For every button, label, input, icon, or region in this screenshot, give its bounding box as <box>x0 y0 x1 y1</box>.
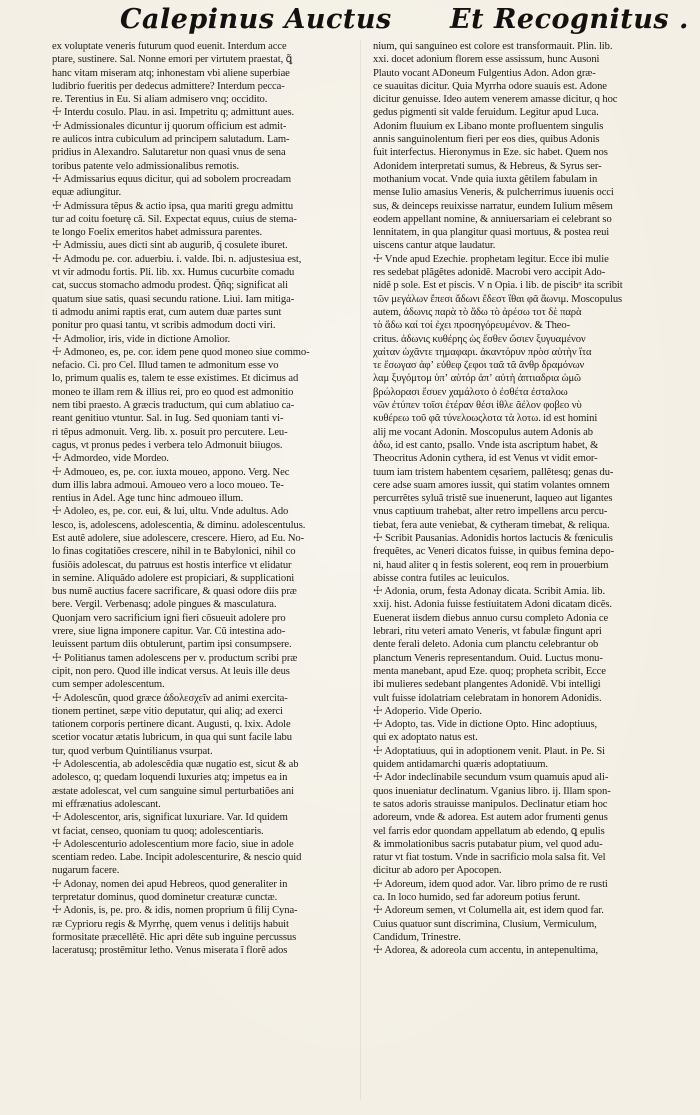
text-line: ☩ Admoueo, es, pe. cor. iuxta moueo, appono. Verg. Nec <box>52 466 290 478</box>
text-line: vnus captiuum trahebat, alter retro impellens arcu percu- <box>373 506 608 518</box>
text-line: adoreum, vnde & adorea. Est autem ador frumenti genus <box>373 812 608 824</box>
text-line: ibi mulieres sedebant plangentes Adonidẽ. Vbi intelligi <box>373 679 601 691</box>
text-line: quidem antidamarchi quæris adoptatiuum. <box>373 759 548 771</box>
text-line: bere. Vergil. Verbenasq; adole pingues & masculatura. <box>52 599 277 611</box>
text-line: ☩ Vnde apud Ezechie. prophetam legitur. Ecce ibi mulie <box>373 253 609 265</box>
text-line: ☩ Adoreum, idem quod ador. Var. libro primo de re rusti <box>373 878 608 890</box>
text-line: rentius in Adel. Age tunc hinc admoueo illum. <box>52 493 244 505</box>
text-line: planctum Veneris representandum. Ouid. Luctus monu- <box>373 652 603 664</box>
text-line: κυθέρεω τοῦ φᾶ τύνελοωςλοτα τὰ λοτω. id est homini <box>373 413 598 425</box>
text-line: cat, succus stomacho admodu prodest. Q̃ñq; significat ali <box>52 280 288 292</box>
text-line: Adonim fluuium ex Libano monte profluentem singulis <box>373 120 604 132</box>
text-line: lo finas cogitatiões crescere, nihil in te Babylonici, nihil co <box>52 546 296 558</box>
text-line: scetior vocatur ætatis lubricum, in qua qui sunt facile labu <box>52 732 292 744</box>
text-line: Candidum, Trinestre. <box>373 931 461 943</box>
text-line: quos inueniatur declinatum. Vganius libro. ij. Illam spon- <box>373 785 611 797</box>
text-line: quatum siue satis, quasi secundu ratione. Liui. Iam mitiga- <box>52 293 295 305</box>
text-line: χαίταν ὡχᾶντε τημαφαρι. ἀκαντόρυν πρὸσ αὐτὴν ἴτα <box>373 346 592 358</box>
text-line: cere adse suam amores iussit, qui statim volantes omnem <box>373 479 610 491</box>
text-line: annis sanguinolentum fieri per eos dies, quibus Adonis <box>373 134 600 146</box>
text-line: eodem appellant nomine, & anniuersariam ei celebrant so <box>373 213 612 225</box>
text-line: nem tibi praesto. A græcis traductum, qui cum ablatiuo ca- <box>52 400 295 412</box>
text-line: ☩ Admissarius equus dicitur, qui ad sobolem procreadam <box>52 173 292 185</box>
text-line: Plauto vocant ADoneum Fulgentius Adon. Adon græ- <box>373 67 596 79</box>
text-line: te satos adoris strauisse manipulos. Declinatur etiam hoc <box>373 798 608 810</box>
text-line: tiebat, fera aute veniebat, & cytheram timebat, & reliqua. <box>373 519 610 531</box>
text-line: ri tẽpus admonuit. Verg. lib. x. posuit pro percutere. Leu- <box>52 426 288 438</box>
text-line: Adonidem interpretati sumus, & Hebreus, & Syrus ser- <box>373 160 602 172</box>
text-line: equæ adiungitur. <box>52 187 122 199</box>
text-line: frequẽtes, ac Veneri dicatos fuisse, in quibus femina depo- <box>373 546 615 558</box>
text-line: fusiõis adolescat, du patruus est hostis interfice vt elidatur <box>52 559 292 571</box>
text-line: cipit, non pero. Quod ille indicat versus. At leuis ille deus <box>52 665 290 677</box>
text-line: xxi. docet adonium florem esse assissum, hunc Ausoni <box>373 54 600 66</box>
text-line: uiscens cantur atque laudatur. <box>373 240 496 252</box>
text-line: τὸ ἅδω καί τοί ἐχει προσηγόρευμένον. & Theo- <box>373 320 571 332</box>
text-line: τῶν μεγάλων ἔπεσι ἄδωνι ἔδεστ ἵθαι φᾶ ἄωνιμ. Moscopulus <box>373 293 623 305</box>
text-line: ☩ Admodu pe. cor. aduerbiu. i. valde. Ibi. n. adjustesiua est, <box>52 253 302 265</box>
text-line: adolesco, q; quedam loquendi luxuries atq; impetus ea in <box>52 772 288 784</box>
text-line: ☩ Adolescentia, ab adolescẽdia quæ nugatio est, sicut & ab <box>52 759 299 771</box>
text-line: terpretatur dominus, quod dominetur creaturæ cunctæ. <box>52 892 278 903</box>
text-line: re. Terentius in Eu. Si aliam admisero vnq; occidito. <box>52 94 268 106</box>
text-line: cagus, vt pronus pedes i verbera telo Admonuit biiugos. <box>52 439 283 451</box>
text-line: ☩ Admolior, iris, vide in dictione Amolior. <box>52 333 231 345</box>
text-line: ☩ Admordeo, vide Mordeo. <box>52 453 169 465</box>
text-line: ☩ Adoperio. Vide Operio. <box>373 705 482 717</box>
text-line: te longo Foelix emeritos habet admissura parentes. <box>52 227 263 239</box>
text-line: mense Iulio amasius Veneris, & pulcherrimus iuuenis occi <box>373 187 614 199</box>
text-line: ☩ Adopto, tas. Vide in dictione Opto. Hinc adoptiuus, <box>373 719 598 731</box>
text-line: ☩ Adolescũn, quod græce ἀδολεσχεῖν ad animi exercita- <box>52 692 288 704</box>
text-line: leuissent partum diis obtulerunt, partim ipsi consumpsere. <box>52 639 292 651</box>
text-line: qui ex adoptato natus est. <box>373 732 478 744</box>
text-line: ptare, sustinere. Sal. Nonne emori per virtutem praestat, ꝗ̃ <box>52 54 293 66</box>
text-line: ludibrio fueritis per dedecus admittere? Interdum pecca- <box>52 80 285 92</box>
text-line: Cuius quatuor sunt discrimina, Clusium, Vermiculum, <box>373 918 597 930</box>
text-line: scentiam redeo. Labe. Incipit adolescenturire, & nescio quid <box>52 852 302 864</box>
text-line: Est autẽ adolere, siue adolescere, crescere. Hiero, ad Eu. No- <box>52 532 305 544</box>
left-text-column <box>52 40 352 957</box>
text-line: νῶν ἐτύπεν τοῖσι ἐτέραν θέσι ἰθλε ᾶἐλον φοβεο νὺ <box>373 400 582 412</box>
text-line: bus numẽ auctius facere sacrificare, & quasi odore diis præ <box>52 586 297 598</box>
text-line: vrere, siue ligna imponere capitur. Var. Cũ intestina ado- <box>52 626 286 638</box>
text-line: ☩ Politianus tamen adolescens per v. productum scribi præ <box>52 652 298 664</box>
text-line: xxij. hist. Adonia fuisse festiuitatem Adoni dicatam dicẽs. <box>373 599 612 611</box>
header-title-right: Et Recognitus . <box>450 4 689 35</box>
text-line: ☩ Ador indeclinabile secundum vsum quamuis apud ali- <box>373 772 609 784</box>
text-line: vt vir admodu fortis. Pli. lib. xx. Humus cucurbite comadu <box>52 267 295 279</box>
text-line: ponitur pro quasi tantu, vt scribis admodum docti viri. <box>52 320 276 332</box>
text-line: nugarum facere. <box>52 865 120 877</box>
text-line: ☩ Interdu cosulo. Plau. in asi. Impetritu q; admittunt aues. <box>52 107 295 119</box>
text-line: ☩ Adoleo, es, pe. cor. eui, & lui, ultu. Vnde adultus. Ado <box>52 506 289 518</box>
text-line: percurrẽtes syluã tristẽ sue inuenerunt, laqueo aut ligantes <box>373 493 613 505</box>
text-line: vel farris edor quondam appellatum ab edendo, ꝗ epulis <box>373 825 605 837</box>
text-line: ἀδω, id est canto, psallo. Vnde ista ascriptum habet, & <box>373 439 599 451</box>
text-line: vt faciat, censeo, quoniam tu quoq; adolescentiaris. <box>52 825 264 837</box>
text-line: λαμ ξυγόμτομ ὑπʼ αὐτόρ ἀπʼ αὐτὴ ἀπτιαδρια ὡμῶ <box>373 373 581 385</box>
text-line: hanc vitam miseram atq; inhonestam vbi aliene superbiae <box>52 67 290 79</box>
text-line: nium, qui sanguineo est colore est transformauit. Plin. lib. <box>373 41 613 52</box>
text-line: cum semper adolescentum. <box>52 679 165 691</box>
text-line: Theocritus Adonin cythera, id est Venus vt vidit emor- <box>373 453 598 465</box>
text-line: βρώλορασι ἔσυεν χαμάλοτο ὁ ἐσθέτα ἐσταλοω <box>373 386 568 398</box>
text-line: vult fuisse idolatriam celebratam in honorem Adonidis. <box>373 692 602 704</box>
header-title-left: Calepinus Auctus <box>120 4 392 35</box>
text-line: τε ἔσωγασ ἀφʼ εὐθεφ ζεφοι ταᾶ τᾶ ᾶνθρ δραμόνων <box>373 360 585 372</box>
text-line: ☩ Adonis, is, pe. pro. & idis, nomen proprium ũ filij Cyna- <box>52 905 298 917</box>
text-line: dicitur ab adoro per Apocopen. <box>373 865 502 877</box>
text-line: ☩ Adorea, & adoreola cum accentu, in antepenultima, <box>373 945 599 957</box>
text-line: dicitur genuisse. Ideo autem venerem amasse dicitur, q hoc <box>373 94 618 106</box>
text-line: laceratusq; prostẽmitur letho. Venus miserata ĩ florẽ ados <box>52 945 288 957</box>
column-gutter <box>360 40 361 1100</box>
text-line: ☩ Adolescentor, aris, significat luxuriare. Var. Id quidem <box>52 812 288 824</box>
text-line: lennitatem, in qua plangitur quasi mortuus, & postea reui <box>373 227 610 239</box>
text-line: reant genitiuo vtuntur. Sal. in Iug. Sed quoniam tanti vi- <box>52 413 284 425</box>
running-header <box>0 4 700 44</box>
text-line: mothanium vocat. Vnde quia iuxta gẽtilem fabulam in <box>373 173 598 185</box>
text-line: sus, & deinceps reuixisse narratur, eundem Iulium mẽsem <box>373 200 613 212</box>
text-line: tur, quod verbum Quintilianus vsurpat. <box>52 745 213 757</box>
text-line: ca. In loco humido, sed far adoreum potius ferunt. <box>373 892 581 903</box>
text-line: abisse contra futiles ac leuiculos. <box>373 572 510 584</box>
text-line: gedus pigmenti sit valde feruidum. Legitur apud Luca. <box>373 107 599 119</box>
text-line: moneo te illam rem & illius rei, pro eo quod est admonitio <box>52 386 294 398</box>
text-line: mi effrænatius adolescant. <box>52 798 161 810</box>
text-line: ☩ Adonay, nomen dei apud Hebreos, quod generaliter in <box>52 878 288 890</box>
text-line: lebrari, ritu veteri amato Veneris, vt fabulæ fingunt apri <box>373 626 602 638</box>
text-line: ☩ Adonia, orum, festa Adonay dicata. Scribit Amia. lib. <box>373 586 606 598</box>
text-line: æstate adolescat, vel cum sanguine simul perturbatiões ani <box>52 785 294 797</box>
text-line: ce suauitas dicitur. Quia Myrrha odore suauis est. Adone <box>373 80 607 92</box>
text-line: menta manebant, apud Eze. quoq; propheta scribit, Ecce <box>373 665 606 677</box>
text-line: tuum iam tristem habentem cęsariem, pallẽtesq; genas du- <box>373 466 614 478</box>
text-line: lo, primum qualis es, talem te esse existimes. Et dicimus ad <box>52 373 299 385</box>
text-line: re aulicos intra cubiculum ad principem salutadum. Lam- <box>52 134 290 146</box>
text-line: in semine. Aliquãdo adolere est propiciari, & supplicationi <box>52 572 295 584</box>
text-line: alij me vocant Adonin. Moscopulus autem Adonis ab <box>373 426 593 438</box>
text-line: & immolationibus sacris putabatur pium, vel quod adu- <box>373 838 603 850</box>
text-line: Quonjam vero sacrificium igni fieri cõsueuit adolere pro <box>52 612 286 624</box>
text-line: ☩ Admissura tẽpus & actio ipsa, qua mariti gregu admittu <box>52 200 294 212</box>
text-line: toribus patente velo admissionalibus remotis. <box>52 160 240 172</box>
text-line: dente ferali deleto. Adonia cum planctu celebrantur ob <box>373 639 599 651</box>
text-line: formositate præcellẽtẽ. Hic apri dẽte sub inguine percussus <box>52 931 297 943</box>
text-line: fuit interfectus. Hieronymus in Eze. sic habet. Quem nos <box>373 147 608 159</box>
text-line: lesco, is, adolescens, adolescentia, & diminu. adolescentulus. <box>52 519 306 531</box>
text-line: ☩ Scribit Pausanias. Adonidis hortos lactucis & fœniculis <box>373 532 613 544</box>
text-line: dum illis labra admoui. Amoueo vero a loco moueo. Te- <box>52 479 284 491</box>
text-line: critus. ἀδωνις κυθέρης ὡς ἔσθεν ὤσιεν ξυγυαμένον <box>373 333 586 345</box>
text-line: ☩ Admissiu, aues dicti sint ab auguriḃ, q̃ cosulete iburet. <box>52 240 288 252</box>
text-line: ratur vt fiat tostum. Vnde in sacrificio mola salsa fit. Vel <box>373 852 606 864</box>
text-line: ☩ Admissionales dicuntur ij quorum officium est admit- <box>52 120 287 132</box>
text-line: ni, haud aliter q in festis solerent, eoq rem in prouerbium <box>373 559 609 571</box>
text-line: ☩ Admoneo, es, pe. cor. idem pene quod moneo siue commo- <box>52 346 310 358</box>
text-line: tionem pertinet, sæpe vitio deputatur, qui aliq; ad exerci <box>52 705 283 717</box>
right-text-column <box>373 40 679 957</box>
text-line: autem, ἀδωνις παρὰ τὸ ἅδω τὸ ἀρέσω τοτ δὲ παρὰ <box>373 306 582 318</box>
text-line: nefacio. Ci. pro Cel. Illud tamen te admonitum esse vo <box>52 360 279 372</box>
text-line: nidẽ p sole. Est et piscis. V n Opia. i lib. de piscibᵒ ita scribit <box>373 280 623 292</box>
text-line: ræ Cyprioru regis & Myrrhę, quem venus i delitijs habuit <box>52 918 289 930</box>
text-line: ☩ Adoptatiuus, qui in adoptionem venit. Plaut. in Pe. Si <box>373 745 605 757</box>
text-line: ☩ Adoreum semen, vt Columella ait, est idem quod far. <box>373 905 604 917</box>
text-line: tationem corporis pertinere dicant. Augusti, q. lxix. Adole <box>52 719 291 731</box>
text-line: ☩ Adolescenturio adolescentium more facio, siue in adole <box>52 838 294 850</box>
text-line: tur ad coitu foeturę că. Sil. Expectat equus, cuius de stema- <box>52 213 297 225</box>
text-line: Euenerat iisdem diebus annuo cursu completo Adonia ce <box>373 612 609 624</box>
text-line: ti admodu animi raptis erat, cum autem duæ partes sunt <box>52 306 282 318</box>
text-line: res sedebat plãgẽtes adonidẽ. Macrobi vero accipit Ado- <box>373 267 606 279</box>
text-line: pridius in Alexandro. Salutaretur non quasi vnus de sena <box>52 147 286 159</box>
text-line: ex voluptate veneris futurum quod euenit. Interdum acce <box>52 41 287 52</box>
